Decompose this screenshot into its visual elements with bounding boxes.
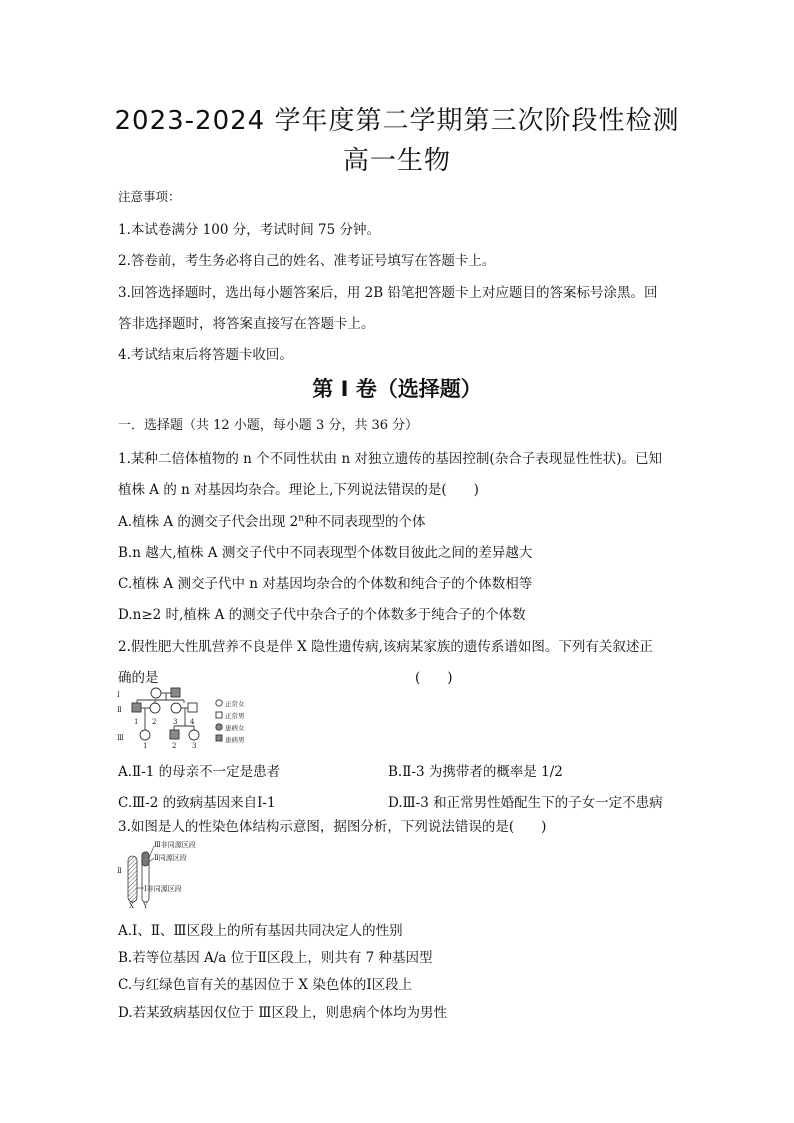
q2-answer-paren: ( ): [415, 670, 453, 686]
region-i-label: Ⅰ非同源区段: [144, 885, 182, 893]
pedigree-chart: [114, 686, 254, 750]
section-instruction: 一．选择题（共 12 小题，每小题 3 分，共 36 分）: [118, 418, 419, 433]
ii-number: 3: [173, 718, 178, 726]
q2-option-d: D.Ⅲ-3 和正常男性婚配生下的子女一定不患病: [388, 795, 663, 811]
q2-stem: 确的是: [118, 670, 159, 686]
region-iii-label: Ⅲ非同源区段: [154, 841, 196, 849]
legend-label: 正常女: [225, 700, 245, 708]
note-item: 3.回答选择题时，选出每小题答案后，用 2B 铅笔把答题卡上对应题目的答案标号涂黑。回: [118, 285, 658, 301]
ii-number: 1: [134, 718, 139, 726]
q2-option-b: B.Ⅱ-3 为携带者的概率是 1/2: [388, 764, 563, 780]
gen-label: Ⅰ: [117, 691, 120, 699]
exam-subtitle: 高一生物: [342, 146, 451, 176]
q1-option-b: B.n 越大,植株 A 测交子代中不同表现型个体数目彼此之间的差异越大: [118, 545, 533, 561]
q1-option-d: D.n≥2 时,植株 A 的测交子代中杂合子的个体数多于纯合子的个体数: [118, 607, 526, 623]
q3-option-c: C.与红绿色盲有关的基因位于 X 染色体的Ⅰ区段上: [118, 977, 413, 993]
q1-option-c: C.植株 A 测交子代中 n 对基因均杂合的个体数和纯合子的个体数相等: [118, 576, 533, 592]
q3-option-d: D.若某致病基因仅位于 Ⅲ区段上，则患病个体均为男性: [118, 1005, 447, 1021]
legend-label: 患病男: [225, 736, 245, 744]
q1-option-a: A.植株 A 的测交子代会出现 2$^n$种不同表现型的个体: [118, 513, 426, 530]
sex-chromosome-diagram: [114, 838, 224, 910]
q2-option-c: C.Ⅲ-2 的致病基因来自Ⅰ-1: [118, 795, 276, 811]
y-chromosome-label: Y: [143, 902, 148, 910]
gen-label: Ⅱ: [117, 706, 122, 714]
note-item: 1.本试卷满分 100 分，考试时间 75 分钟。: [118, 222, 380, 238]
notes-heading: 注意事项：: [118, 189, 181, 204]
q2-stem: 2.假性肥大性肌营养不良是伴 X 隐性遗传病,该病某家族的遗传系谱如图。下列有关叙述正: [118, 639, 653, 655]
exam-title: 2023-2024 学年度第二学期第三次阶段性检测: [114, 106, 680, 136]
q1-stem: 1.某种二倍体植物的 n 个不同性状由 n 对独立遗传的基因控制(杂合子表现显性性状)。已知: [118, 451, 662, 467]
iii-number: 2: [172, 742, 177, 750]
legend-label: 正常男: [225, 712, 245, 720]
q3-stem: 3.如图是人的性染色体结构示意图，据图分析，下列说法错误的是( ): [118, 819, 547, 835]
q3-option-b: B.若等位基因 A/a 位于Ⅱ区段上，则共有 7 种基因型: [118, 950, 433, 966]
region-side-label: Ⅱ: [117, 867, 122, 875]
section-title: 第 I 卷（选择题）: [312, 377, 482, 401]
gen-label: Ⅲ: [117, 734, 124, 742]
iii-number: 1: [143, 742, 148, 750]
note-item: 4.考试结束后将答题卡收回。: [118, 347, 293, 363]
q3-option-a: A.Ⅰ、Ⅱ、Ⅲ区段上的所有基因共同决定人的性别: [118, 923, 403, 939]
ii-number: 2: [152, 718, 157, 726]
note-item: 2.答卷前，考生务必将自己的姓名、准考证号填写在答题卡上。: [118, 253, 496, 269]
note-item: 答非选择题时，将答案直接写在答题卡上。: [118, 316, 375, 332]
x-chromosome-label: X: [129, 902, 134, 910]
q2-option-a: A.Ⅱ-1 的母亲不一定是患者: [118, 764, 281, 780]
q1-stem: 植株 A 的 n 对基因均杂合。理论上,下列说法错误的是( ): [118, 482, 479, 498]
region-ii-label: Ⅱ同源区段: [154, 854, 187, 862]
ii-number: 4: [190, 718, 195, 726]
iii-number: 3: [192, 742, 197, 750]
legend-label: 患病女: [225, 724, 245, 732]
